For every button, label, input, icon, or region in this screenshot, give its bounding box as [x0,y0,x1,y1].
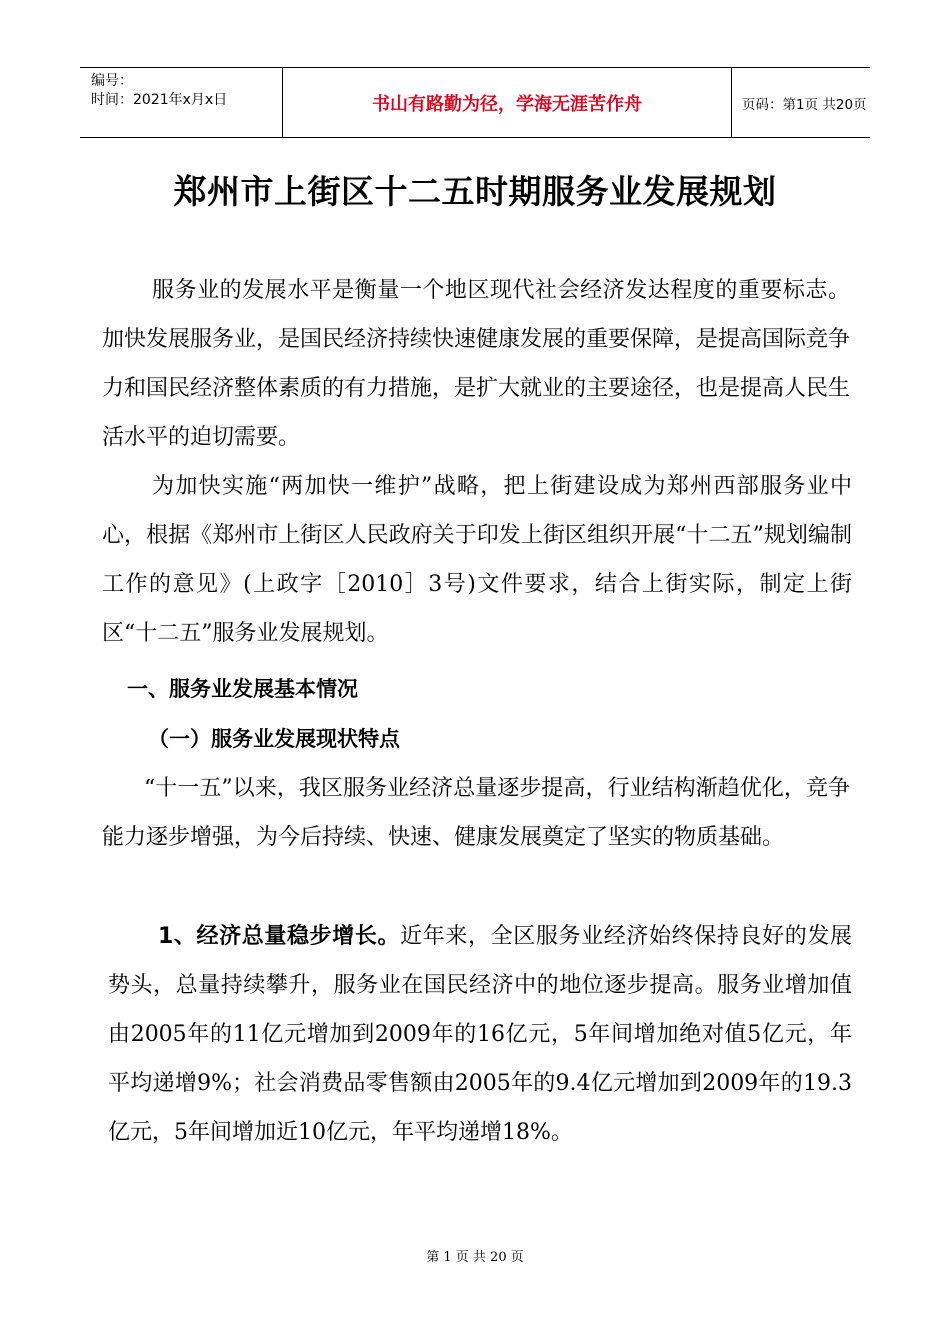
paragraph-purpose: 为加快实施“两加快一维护”战略，把上街建设成为郑州西部服务业中心，根据《郑州市上街区人民政府关于印发上街区组织开展“十二五”规划编制工作的意见》(上政字［2010］3号)文件要求，结合上街实际，制定上街区“十二五”服务业发展规划。 [102,474,852,646]
subsection-heading: （一）服务业发展现状特点 [148,727,400,751]
header-table [80,67,870,138]
number-label: 编号： [91,73,133,89]
page-footer: 第 1 页 共 20 页 [426,1250,524,1265]
section-heading: 一、服务业发展基本情况 [127,677,358,701]
header-motto: 书山有路勤为径，学海无涯苦作舟 [282,68,732,137]
paragraph-overview: “十一五”以来，我区服务业经济总量逐步提高，行业结构渐趋优化，竞争能力逐步增强，为今后持续、快速、健康发展奠定了坚实的物质基础。 [102,776,850,850]
header-meta-cell [80,68,282,137]
paragraph-intro: 服务业的发展水平是衡量一个地区现代社会经济发达程度的重要标志。加快发展服务业，是国民经济持续快速健康发展的重要保障，是提高国际竞争力和国民经济整体素质的有力措施，是扩大就业的主要途径，也是提高人民生活水平的迫切需要。 [102,278,851,450]
paragraph-lead: 1、经济总量稳步增长。 [158,924,401,949]
time-label: 时间：2021年x月x日 [91,92,228,108]
paragraph-economy [108,912,852,1157]
document-title: 郑州市上街区十二五时期服务业发展规划 [173,172,777,211]
header-page-code: 页码：第1页 共20页 [742,96,867,113]
paragraph-body: 近年来，全区服务业经济始终保持良好的发展势头，总量持续攀升，服务业在国民经济中的地位逐步提高。服务业增加值由2005年的11亿元增加到2009年的16亿元，5年间增加绝对值5亿元，年平均递增9%；社会消费品零售额由2005年的9.4亿元增加到2009年的19.3亿元，5年间增加近10亿元，年平均递增18%。 [108,924,852,1145]
